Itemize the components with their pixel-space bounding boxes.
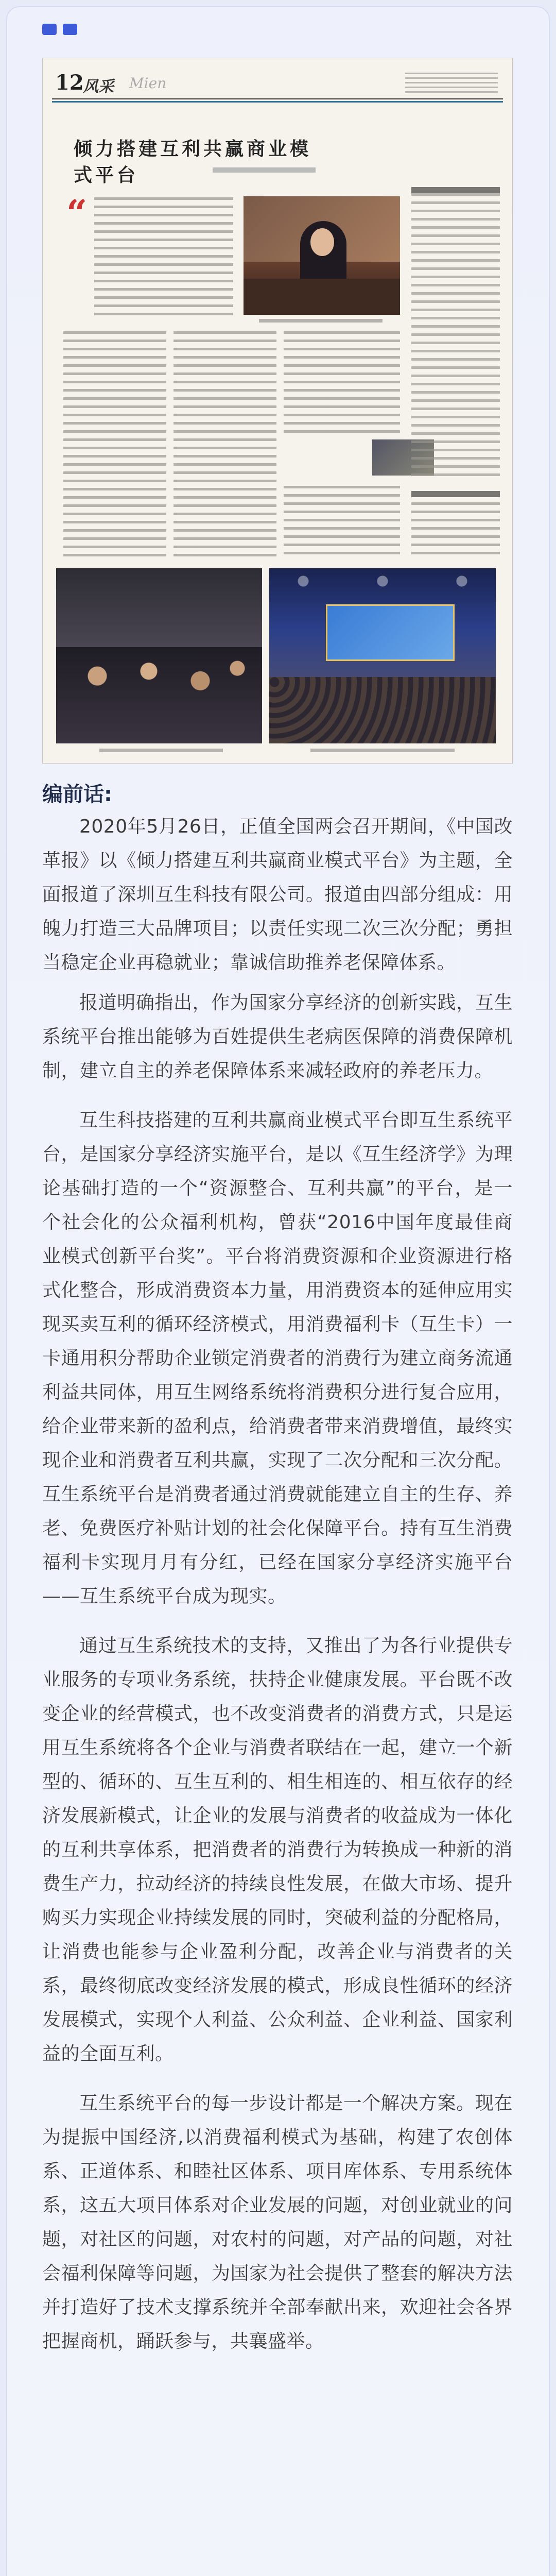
event-photo-conference bbox=[269, 568, 496, 743]
side-text-column bbox=[411, 193, 500, 482]
paragraph: 2020年5月26日，正值全国两会召开期间，《中国改革报》以《倾力搭建互利共赢商业模式平台》为主题，全面报道了深圳互生科技有限公司。报道由四部分组成：用魄力打造三大品牌项目；以责任实现二次三次分配；勇担当稳定企业再稳就业；靠诚信助推养老保障体系。 bbox=[42, 816, 513, 973]
column-name-en: Mien bbox=[129, 75, 167, 92]
body-column-3 bbox=[284, 331, 400, 434]
quote-mark-icon: “ bbox=[66, 192, 88, 234]
event-photo-crowd bbox=[56, 568, 262, 743]
portrait-photo bbox=[244, 196, 400, 315]
decorative-dots bbox=[42, 24, 77, 35]
side-text-column-2 bbox=[411, 502, 500, 558]
column-name: 风采 bbox=[83, 78, 114, 96]
body-column-3b bbox=[284, 486, 400, 558]
body-column-1 bbox=[63, 331, 166, 558]
dot-icon bbox=[42, 24, 57, 35]
editor-note-body bbox=[42, 810, 513, 2359]
newspaper-headline: 倾力搭建互利共赢商业模式平台 bbox=[74, 138, 312, 186]
photo-caption-lines bbox=[310, 749, 455, 752]
newspaper-clipping-image bbox=[42, 58, 513, 764]
paragraph: 通过互生系统技术的支持，又推出了为各行业提供专业服务的专项业务系统，扶持企业健康发展。平台既不改变企业的经营模式，也不改变消费者的消费方式，只是运用互生系统将各个企业与消费者联结在一起，建立一个新型的、循环的、互生互利的、相生相连的、相互依存的经济发展新模式，让企业的发展与消费者的收益成为一体化的互利共享体系，把消费者的消费行为转换成一种新的消费生产力，拉动经济的持续良性发展，在做大市场、提升购买力实现企业持续发展的同时，突破利益的分配格局，让消费也能参与企业盈利分配，改善企业与消费者的关系，最终彻底改变经济发展的模式，形成良性循环的经济发展模式，实现个人利益、公众利益、企业利益、国家利益的全面互利。 bbox=[42, 1635, 513, 2064]
paragraph: 报道明确指出，作为国家分享经济的创新实践，互生系统平台推出能够为百姓提供生老病医保障的消费保障机制，建立自主的养老保障体系来减轻政府的养老压力。 bbox=[42, 992, 513, 1081]
side-subhead bbox=[411, 187, 500, 193]
page-number: 12 bbox=[55, 71, 84, 95]
paragraph: 互生系统平台的每一步设计都是一个解决方案。现在为提振中国经济,以消费福利模式为基础，构建了农创体系、正道体系、和睦社区体系、项目库体系、专用系统体系，这五大项目体系对企业发展的问题，对创业就业的问题，对社区的问题，对农村的问题，对产品的问题，对社会福利保障等问题，为国家为社会提供了整套的解决方法并打造好了技术支撑系统并全部奉献出来，欢迎社会各界把握商机，踊跃参与，共襄盛举。 bbox=[42, 2093, 513, 2352]
side-subhead bbox=[411, 491, 500, 497]
body-column-2 bbox=[173, 331, 276, 558]
photo-caption-lines bbox=[259, 319, 383, 323]
intro-text-block bbox=[94, 197, 233, 321]
masthead-rule bbox=[52, 101, 503, 103]
masthead-meta-lines bbox=[405, 73, 498, 93]
newspaper-masthead bbox=[52, 67, 503, 99]
photo-caption-lines bbox=[99, 749, 223, 752]
dot-icon bbox=[63, 24, 77, 35]
editor-note-title: 编前话: bbox=[42, 783, 112, 806]
byline-lines bbox=[213, 167, 316, 173]
paragraph: 互生科技搭建的互利共赢商业模式平台即互生系统平台，是国家分享经济实施平台，是以《互生经济学》为理论基础打造的一个“资源整合、互利共赢”的平台，是一个社会化的公众福利机构，曾获“2016中国年度最佳商业模式创新平台奖”。平台将消费资源和企业资源进行格式化整合，形成消费资本力量，用消费资本的延伸应用实现买卖互利的循环经济模式，用消费福利卡（互生卡）一卡通用积分帮助企业锁定消费者的消费行为建立商务流通利益共同体，用互生网络系统将消费积分进行复合应用，给企业带来新的盈利点，给消费者带来消费增值，最终实现企业和消费者互利共赢，实现了二次分配和三次分配。互生系统平台是消费者通过消费就能建立自主的生存、养老、免费医疗补贴计划的社会化保障平台。持有互生消费福利卡实现月月有分红，已经在国家分享经济实施平台——互生系统平台成为现实。 bbox=[42, 1110, 513, 1607]
